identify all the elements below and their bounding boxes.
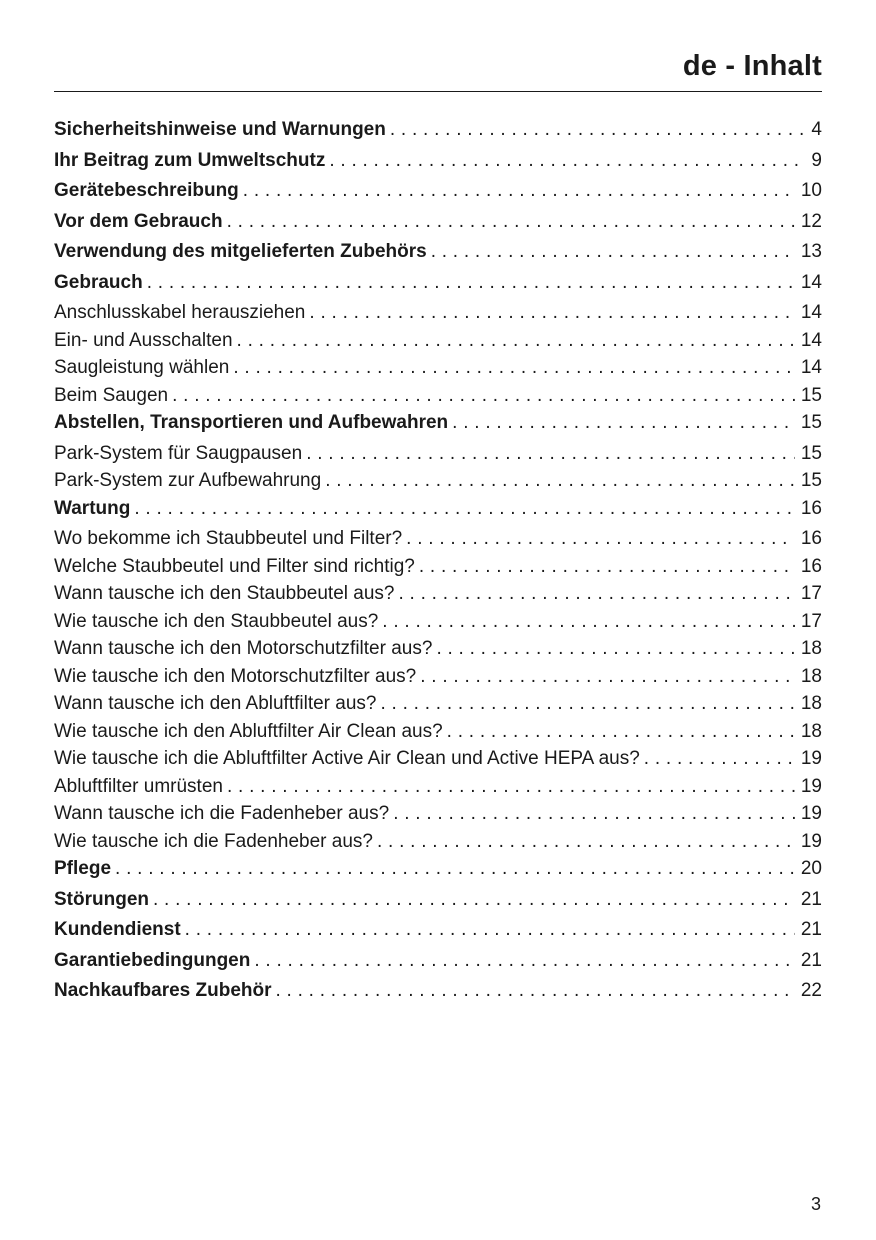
toc-entry-page: 4 <box>811 119 822 140</box>
toc-leader-dots <box>227 210 795 234</box>
toc-leader-dots <box>431 240 795 264</box>
toc-entry-label: Wie tausche ich den Motorschutzfilter aus? <box>54 665 417 687</box>
toc-entry-label: Kundendienst <box>54 919 181 940</box>
table-of-contents <box>54 118 822 1010</box>
toc-entry-label: Garantiebedingungen <box>54 949 251 971</box>
toc-entry-label: Abstellen, Transportieren und Aufbewahren <box>54 412 449 433</box>
toc-entry[interactable] <box>54 469 822 497</box>
toc-entry-page: 16 <box>800 555 822 577</box>
toc-entry-label: Ihr Beitrag zum Umweltschutz <box>54 149 326 171</box>
toc-entry-page: 15 <box>800 384 822 406</box>
toc-leader-dots <box>406 527 795 551</box>
toc-entry-label: Wartung <box>54 497 131 519</box>
toc-entry-page: 10 <box>800 180 822 201</box>
toc-entry[interactable] <box>54 949 822 980</box>
toc-leader-dots <box>325 469 795 493</box>
toc-entry-label: Gebrauch <box>54 271 143 293</box>
header-divider <box>54 91 822 92</box>
toc-entry[interactable] <box>54 747 822 775</box>
toc-entry-label: Beim Saugen <box>54 384 169 406</box>
toc-entry-page: 14 <box>800 329 822 351</box>
toc-entry-page: 18 <box>800 693 822 714</box>
toc-entry[interactable] <box>54 118 822 149</box>
toc-entry-page: 22 <box>800 980 822 1001</box>
toc-entry[interactable] <box>54 775 822 803</box>
toc-leader-dots <box>644 747 795 771</box>
toc-entry-page: 15 <box>800 470 822 491</box>
toc-leader-dots <box>377 830 795 854</box>
toc-entry[interactable] <box>54 527 822 555</box>
toc-entry-label: Vor dem Gebrauch <box>54 210 223 232</box>
toc-entry[interactable] <box>54 918 822 949</box>
toc-leader-dots <box>115 857 795 881</box>
toc-leader-dots <box>452 411 795 435</box>
toc-entry[interactable] <box>54 555 822 583</box>
toc-entry-page: 21 <box>800 919 822 940</box>
toc-entry[interactable] <box>54 271 822 302</box>
toc-leader-dots <box>436 637 794 661</box>
toc-entry[interactable] <box>54 497 822 528</box>
toc-entry-label: Nachkaufbares Zubehör <box>54 980 272 1001</box>
toc-entry[interactable] <box>54 240 822 271</box>
toc-entry[interactable] <box>54 979 822 1010</box>
toc-entry-page: 21 <box>800 949 822 971</box>
toc-leader-dots <box>393 802 795 826</box>
toc-entry[interactable] <box>54 329 822 357</box>
toc-entry-label: Wie tausche ich die Fadenheber aus? <box>54 830 373 852</box>
toc-entry-label: Wann tausche ich die Fadenheber aus? <box>54 803 390 824</box>
toc-entry-page: 16 <box>800 528 822 549</box>
toc-leader-dots <box>237 329 795 353</box>
toc-leader-dots <box>276 979 795 1003</box>
toc-entry-page: 19 <box>800 803 822 824</box>
toc-entry[interactable] <box>54 857 822 888</box>
toc-entry-page: 21 <box>800 888 822 910</box>
toc-leader-dots <box>309 301 794 325</box>
toc-entry[interactable] <box>54 610 822 638</box>
toc-leader-dots <box>233 356 795 380</box>
toc-entry-label: Wann tausche ich den Staubbeutel aus? <box>54 583 395 604</box>
toc-entry-page: 15 <box>800 442 822 464</box>
toc-entry[interactable] <box>54 692 822 720</box>
toc-leader-dots <box>147 271 795 295</box>
toc-entry-label: Verwendung des mitgelieferten Zubehörs <box>54 241 427 262</box>
toc-leader-dots <box>420 665 795 689</box>
toc-entry-label: Abluftfilter umrüsten <box>54 775 223 797</box>
toc-entry[interactable] <box>54 411 822 442</box>
page-title: de - Inhalt <box>682 50 822 82</box>
toc-entry-label: Wie tausche ich die Abluftfilter Active Air Clean und Active HEPA aus? <box>54 748 640 769</box>
toc-entry-label: Wie tausche ich den Staubbeutel aus? <box>54 610 379 632</box>
toc-entry-label: Störungen <box>54 888 149 910</box>
toc-entry[interactable] <box>54 637 822 665</box>
toc-leader-dots <box>447 720 795 744</box>
toc-leader-dots <box>419 555 795 579</box>
toc-entry-label: Welche Staubbeutel und Filter sind richtig? <box>54 555 415 577</box>
toc-leader-dots <box>329 149 805 173</box>
toc-entry-page: 17 <box>800 583 822 604</box>
toc-entry-label: Saugleistung wählen <box>54 357 230 378</box>
toc-entry-page: 14 <box>800 357 822 378</box>
toc-leader-dots <box>172 384 795 408</box>
toc-leader-dots <box>227 775 795 799</box>
toc-entry[interactable] <box>54 802 822 830</box>
toc-entry-page: 19 <box>800 830 822 852</box>
toc-entry-label: Park-System für Saugpausen <box>54 442 303 464</box>
toc-entry-label: Wann tausche ich den Motorschutzfilter aus? <box>54 638 433 659</box>
toc-entry[interactable] <box>54 210 822 241</box>
toc-entry[interactable] <box>54 830 822 858</box>
toc-entry[interactable] <box>54 301 822 329</box>
toc-entry-page: 15 <box>800 412 822 433</box>
toc-entry-page: 13 <box>800 241 822 262</box>
toc-entry-label: Pflege <box>54 858 112 879</box>
toc-entry-page: 14 <box>800 302 822 323</box>
toc-leader-dots <box>134 497 795 521</box>
toc-entry-label: Ein- und Ausschalten <box>54 329 233 351</box>
toc-leader-dots <box>390 118 806 142</box>
toc-entry-page: 9 <box>811 149 822 171</box>
toc-entry-label: Wo bekomme ich Staubbeutel und Filter? <box>54 528 403 549</box>
toc-leader-dots <box>381 692 795 716</box>
toc-entry[interactable] <box>54 149 822 180</box>
toc-leader-dots <box>254 949 795 973</box>
toc-leader-dots <box>398 582 794 606</box>
toc-entry-page: 18 <box>800 665 822 687</box>
toc-entry-page: 14 <box>800 271 822 293</box>
toc-leader-dots <box>382 610 795 634</box>
toc-entry-label: Anschlusskabel herausziehen <box>54 302 306 323</box>
toc-leader-dots <box>306 442 795 466</box>
toc-leader-dots <box>185 918 795 942</box>
toc-entry[interactable] <box>54 442 822 470</box>
toc-entry-page: 12 <box>800 210 822 232</box>
toc-entry-page: 17 <box>800 610 822 632</box>
toc-leader-dots <box>153 888 795 912</box>
toc-entry-label: Sicherheitshinweise und Warnungen <box>54 119 386 140</box>
toc-entry[interactable] <box>54 665 822 693</box>
toc-entry-page: 18 <box>800 638 822 659</box>
toc-entry[interactable] <box>54 582 822 610</box>
toc-entry[interactable] <box>54 720 822 748</box>
toc-entry[interactable] <box>54 356 822 384</box>
toc-entry[interactable] <box>54 384 822 412</box>
toc-entry[interactable] <box>54 888 822 919</box>
toc-entry-page: 18 <box>800 720 822 742</box>
toc-entry-label: Gerätebeschreibung <box>54 180 239 201</box>
toc-entry-label: Wie tausche ich den Abluftfilter Air Clean aus? <box>54 720 443 742</box>
toc-entry[interactable] <box>54 179 822 210</box>
toc-entry-page: 19 <box>800 775 822 797</box>
toc-entry-page: 20 <box>800 858 822 879</box>
toc-entry-page: 16 <box>800 497 822 519</box>
page-number: 3 <box>810 1194 821 1214</box>
toc-entry-label: Wann tausche ich den Abluftfilter aus? <box>54 693 377 714</box>
toc-entry-label: Park-System zur Aufbewahrung <box>54 470 322 491</box>
toc-leader-dots <box>243 179 795 203</box>
toc-entry-page: 19 <box>800 748 822 769</box>
